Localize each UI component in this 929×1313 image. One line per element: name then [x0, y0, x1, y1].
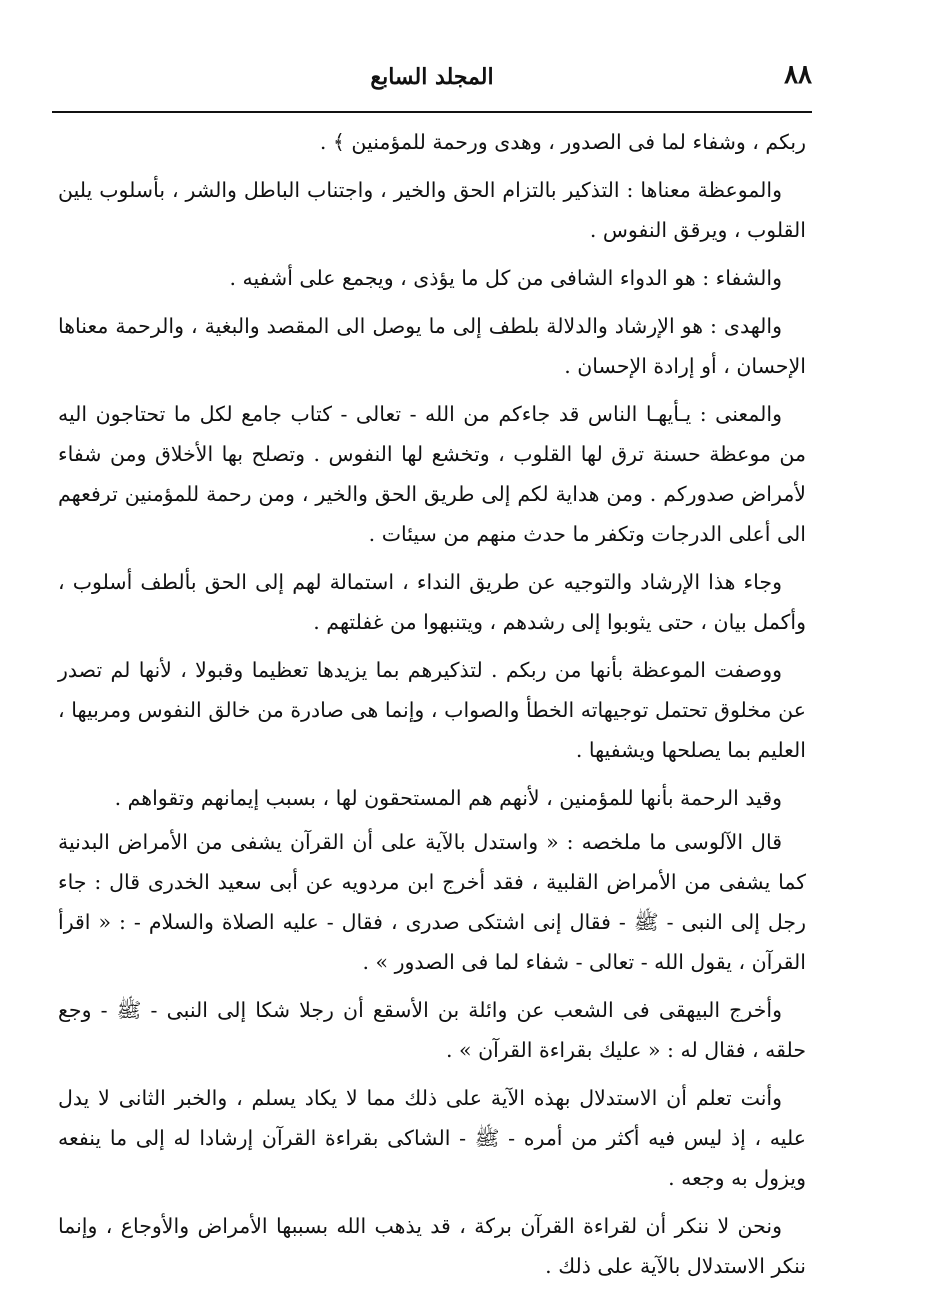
header-divider [52, 111, 812, 113]
page-number: ٨٨ [784, 60, 812, 90]
paragraph: وجاء هذا الإرشاد والتوجيه عن طريق النداء ، استمالة لهم إلى الحق بألطف أسلوب ، وأكمل بيان ، حتى يثوبوا إلى رشدهم ، ويتنبهوا من غفلتهم . [58, 570, 806, 634]
paragraph: ووصفت الموعظة بأنها من ربكم . لتذكيرهم بما يزيدها تعظيما وقبولا ، لأنها لم تصدر عن مخلوق تحتمل توجيهاته الخطأ والصواب ، وإنما هى صادرة من خالق النفوس ومربيها ، العليم بما يصلحها ويشفيها . [58, 658, 806, 762]
paragraph: والمعنى : يـأيهـا الناس قد جاءكم من الله - تعالى - كتاب جامع لكل ما تحتاجون اليه من موعظة حسنة ترق لها القلوب ، وتخشع لها النفوس . وتصلح بها الأخلاق ومن شفاء لأمراض صدوركم . ومن هداية لكم إلى طريق الحق والخير ، ومن رحمة للمؤمنين ترفعهم الى أعلى الدرجات وتكفر ما حدث منهم من سيئات . [58, 402, 806, 546]
paragraph: وقيد الرحمة بأنها للمؤمنين ، لأنهم هم المستحقون لها ، بسبب إيمانهم وتقواهم . [114, 786, 782, 810]
paragraph: ربكم ، وشفاء لما فى الصدور ، وهدى ورحمة للمؤمنين ﴾ . [319, 130, 806, 154]
paragraph: ونحن لا ننكر أن لقراءة القرآن بركة ، قد يذهب الله بسببها الأمراض والأوجاع ، وإنما ننكر الاستدلال بالآية على ذلك . [58, 1214, 806, 1278]
paragraph: والشفاء : هو الدواء الشافى من كل ما يؤذى ، ويجمع على أشفيه . [229, 266, 782, 290]
page-body [58, 122, 806, 1294]
paragraph: وأنت تعلم أن الاستدلال بهذه الآية على ذلك مما لا يكاد يسلم ، والخبر الثانى لا يدل عليه ، إذ ليس فيه أكثر من أمره - ﷺ - الشاكى بقراءة القرآن إرشادا له إلى ما ينفعه ويزول به وجعه . [58, 1086, 806, 1190]
page-header [52, 60, 812, 100]
paragraph: والهدى : هو الإرشاد والدلالة بلطف إلى ما يوصل الى المقصد والبغية ، والرحمة معناها الإحسان ، أو إرادة الإحسان . [58, 314, 806, 378]
volume-title: المجلد السابع [370, 64, 494, 90]
paragraph: وأخرج البيهقى فى الشعب عن وائلة بن الأسقع أن رجلا شكا إلى النبى - ﷺ - وجع حلقه ، فقال له : « عليك بقراءة القرآن » . [58, 998, 806, 1062]
paragraph: قال الآلوسى ما ملخصه : « واستدل بالآية على أن القرآن يشفى من الأمراض البدنية كما يشفى من الأمراض القلبية ، فقد أخرج ابن مردويه عن أبى سعيد الخدرى قال : جاء رجل إلى النبى - ﷺ - فقال إنى اشتكى صدرى ، فقال - عليه الصلاة والسلام - : « اقرأ القرآن ، يقول الله - تعالى - شفاء لما فى الصدور » . [58, 830, 806, 974]
paragraph: والموعظة معناها : التذكير بالتزام الحق والخير ، واجتناب الباطل والشر ، بأسلوب يلين القلوب ، ويرقق النفوس . [58, 178, 806, 242]
